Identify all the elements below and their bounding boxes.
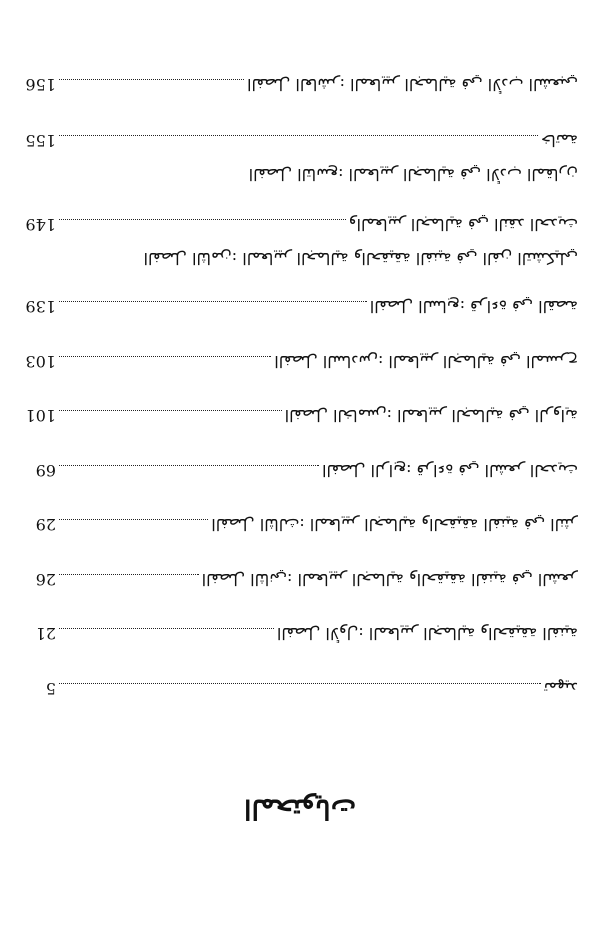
leader-dots: [59, 135, 538, 136]
toc-entry-title: الفصل الأول: المعايير الجمالية والحقيقة الفنية: [276, 624, 578, 644]
toc-entry-title-first-line: الفصل التاسع: المعايير الجمالية في الأدب المقارن: [248, 165, 578, 184]
leader-dots: [59, 356, 271, 357]
toc-entry-page: 5: [45, 679, 56, 698]
toc-entry-title: خاتمة: [540, 131, 578, 150]
toc-entry[interactable]: [22, 184, 578, 268]
toc-entry-title: الفصل الثاني: المعايير الجمالية والحقيقة الفنية في الشعر: [201, 570, 578, 589]
toc-entry-page: 155: [25, 131, 56, 150]
leader-dots: [59, 520, 208, 521]
toc-entry-title: تمهيد: [543, 679, 578, 698]
leader-dots: [59, 465, 319, 466]
toc-entry[interactable]: [22, 100, 578, 184]
toc-entry-title: الفصل الخامس: المعايير الجمالية في الرواية: [284, 406, 578, 426]
leader-dots: [59, 683, 541, 684]
toc-entry-title: الفصل الرابع: قراءة في الشعر الحديث: [322, 461, 578, 480]
toc-entry-page: 69: [35, 461, 56, 480]
toc-entry-page: 139: [25, 297, 56, 317]
toc-entry[interactable]: [22, 541, 578, 596]
toc-entry[interactable]: [22, 595, 578, 650]
toc-entry[interactable]: [22, 486, 578, 541]
toc-entry-title: والمعايير الجمالية في النقد الحديث: [348, 215, 578, 234]
toc-entry[interactable]: [22, 268, 578, 323]
toc-entry-title: الفصل السابع: قراءة في القصة: [369, 297, 578, 317]
toc-list: [22, 46, 578, 705]
toc-entry-page: 149: [25, 215, 56, 234]
toc-entry[interactable]: [22, 323, 578, 378]
toc-entry[interactable]: [22, 377, 578, 432]
toc-entry-page: 21: [35, 624, 56, 644]
toc-entry[interactable]: [22, 46, 578, 101]
toc-entry-page: 26: [35, 570, 56, 589]
leader-dots: [59, 79, 244, 80]
toc-entry-page: 101: [25, 406, 56, 426]
toc-entry[interactable]: [22, 432, 578, 487]
leader-dots: [59, 629, 274, 630]
toc-entry-page: 103: [25, 352, 56, 371]
toc-entry-page: 29: [35, 515, 56, 535]
leader-dots: [59, 574, 199, 575]
toc-entry-page: 156: [25, 75, 56, 94]
leader-dots: [59, 302, 367, 303]
toc-entry-title: الفصل الثالث: المعايير الجمالية والحقيقة الفنية في النثر: [211, 515, 578, 535]
toc-entry-title-first-line: الفصل الثامن: المعايير الجمالية والحقيقة الفنية في الفن التشكيلي: [143, 249, 578, 268]
leader-dots: [59, 411, 282, 412]
toc-entry-title: الفصل السادس: المعايير الجمالية في المسرح: [274, 352, 578, 371]
page-title: المحتويات: [243, 793, 357, 824]
toc-entry-title: الفصل العاشر: المعايير الجمالية في الأدب الشعبي: [246, 75, 578, 94]
toc-entry[interactable]: [22, 650, 578, 705]
leader-dots: [59, 219, 346, 220]
